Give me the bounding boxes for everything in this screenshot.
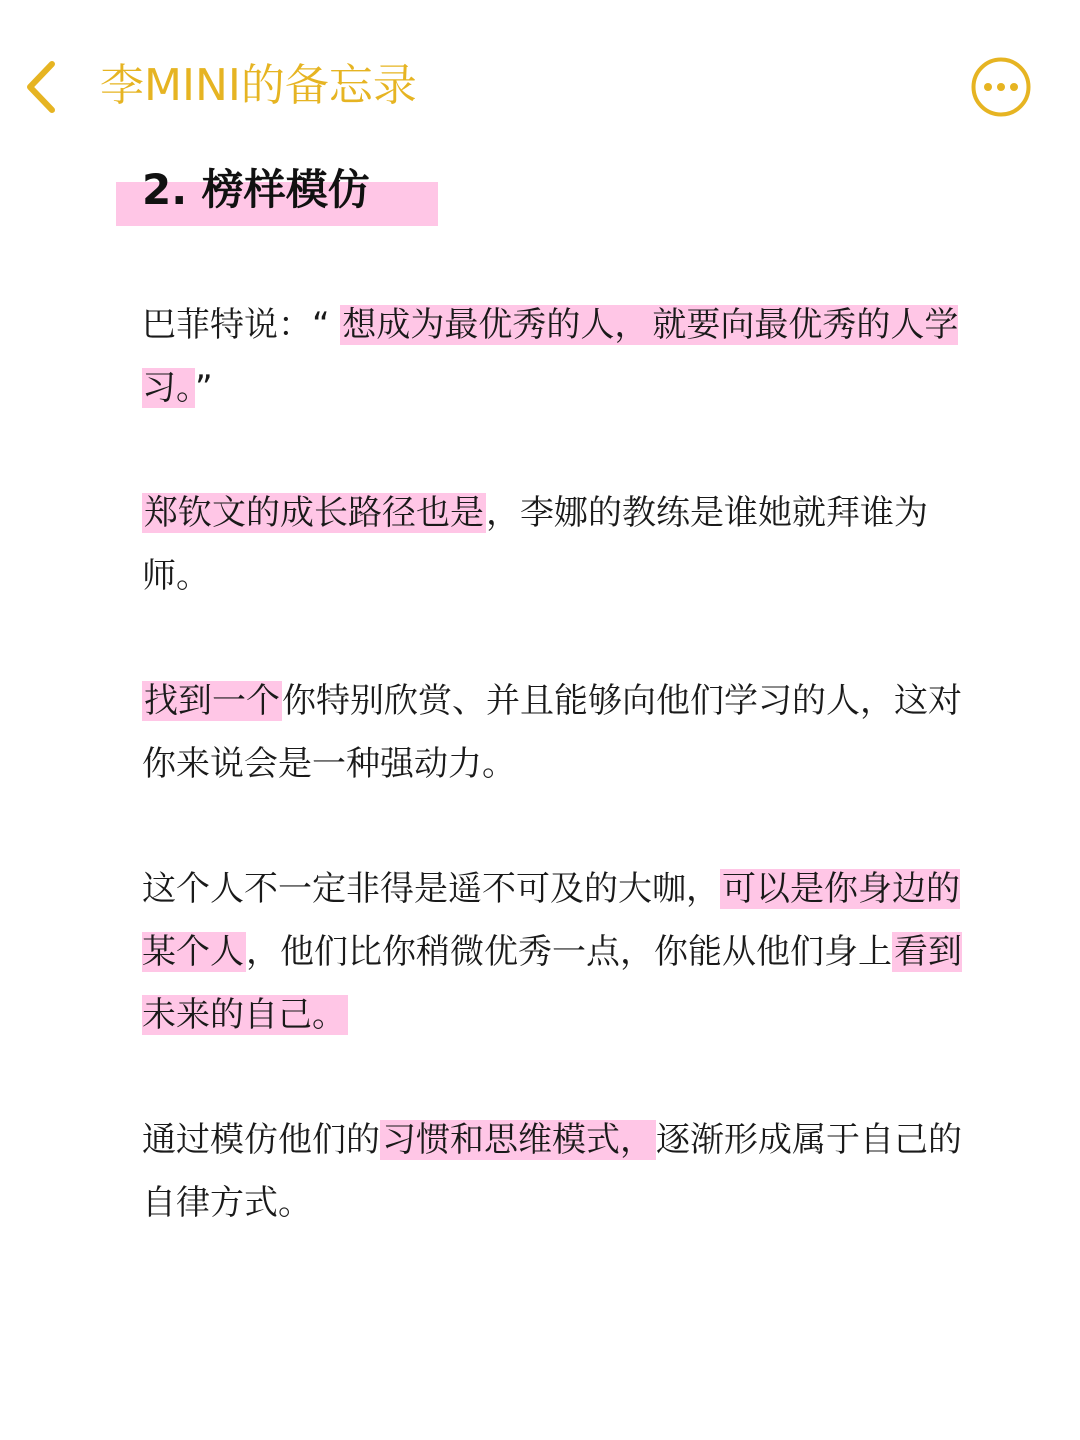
- paragraph-text: ，他们比你稍微优秀一点，你能从他们身上: [246, 932, 892, 972]
- note-body: [142, 294, 972, 1297]
- highlighted-text: 找到一个: [144, 681, 280, 721]
- more-options-button[interactable]: [970, 56, 1032, 118]
- note-paragraph: [142, 1109, 972, 1235]
- back-button[interactable]: [22, 58, 62, 116]
- paragraph-text: ”: [195, 368, 213, 408]
- paragraph-text: 你特别欣赏、并且能够向他们学习的人，这对你来说会是一种强动力。: [142, 681, 962, 784]
- highlighted-text: 郑钦文的成长路径也是: [144, 493, 484, 533]
- highlighted-text: 习惯和思维模式，: [382, 1120, 654, 1160]
- page-title: 李MINI的备忘录: [100, 60, 417, 111]
- note-paragraph: [142, 482, 972, 608]
- more-horizontal-icon: [970, 56, 1032, 118]
- paragraph-text: 逐渐形成属于自己的自律方式。: [142, 1120, 962, 1223]
- highlighted-text: 可以是你身边的某个人: [142, 869, 960, 972]
- app-header: [0, 0, 1080, 180]
- highlighted-text: 想成为最优秀的人，: [342, 305, 649, 345]
- highlighted-text: 就要向最优秀的人学习。: [142, 305, 959, 408]
- paragraph-text: 巴菲特说：“: [142, 305, 341, 345]
- chevron-left-icon: [22, 58, 62, 116]
- paragraph-text: 这个人不一定非得是遥不可及的大咖，: [142, 869, 720, 909]
- section-title: 2. 榜样模仿: [142, 165, 370, 214]
- highlighted-text: 看到未来的自己。: [142, 932, 962, 1035]
- note-paragraph: [142, 858, 972, 1047]
- paragraph-text: ，李娜的教练是谁她就拜谁为师。: [142, 493, 928, 596]
- note-paragraph: [142, 294, 972, 420]
- note-paragraph: [142, 670, 972, 796]
- paragraph-text: 通过模仿他们的: [142, 1120, 380, 1160]
